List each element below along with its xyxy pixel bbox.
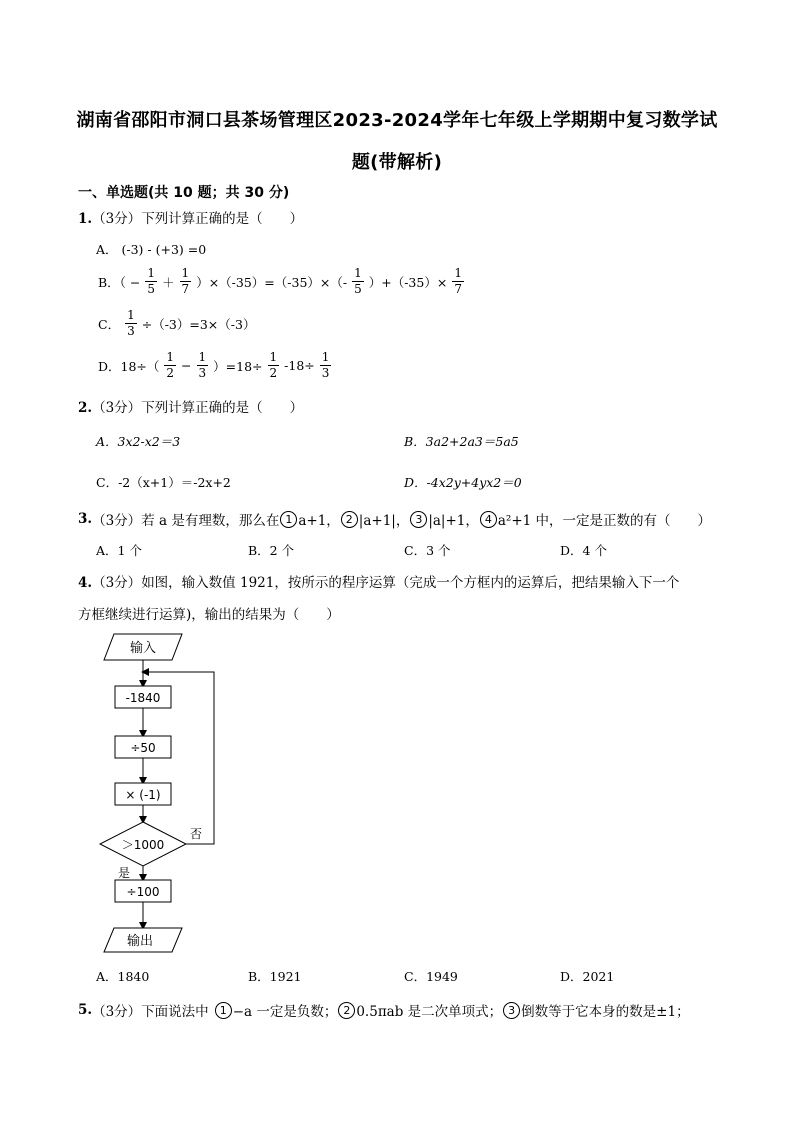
text-fragment: 0.5πab 是二次单项式； <box>356 1004 503 1020</box>
no-label: 否 <box>190 827 203 841</box>
text-fragment: D．18÷（ <box>98 358 160 374</box>
step-label: -1840 <box>125 691 161 705</box>
numerator: 1 <box>147 266 156 280</box>
denominator: 7 <box>181 282 190 296</box>
text-fragment: ）=18÷ <box>213 358 263 374</box>
text-fragment: − <box>181 358 192 373</box>
question-3-stem <box>78 509 711 529</box>
text-fragment: ＋ <box>162 274 175 290</box>
step-label: ÷50 <box>130 741 156 755</box>
q3-option-a: A．1 个 <box>96 543 142 558</box>
q2-option-c: C．-2（x+1）＝-2x+2 <box>96 475 231 490</box>
numerator: 1 <box>166 350 175 364</box>
q4-option-d: D．2021 <box>560 969 615 984</box>
text-fragment: ÷（-3）=3×（-3） <box>141 316 256 332</box>
section-heading: 一、单选题(共 10 题；共 30 分) <box>78 185 290 201</box>
doc-title-line2: 题(带解析) <box>351 152 443 173</box>
fraction <box>197 350 209 381</box>
output-label: 输出 <box>126 934 154 949</box>
q3-option-b: B．2 个 <box>248 543 295 558</box>
question-number: 1. <box>78 211 93 227</box>
fraction <box>180 266 192 297</box>
q4-option-b: B．1921 <box>248 969 302 984</box>
question-number: 3. <box>78 511 93 527</box>
text-fragment: |a|+1， <box>428 513 479 529</box>
q4-option-c: C．1949 <box>404 969 458 984</box>
question-text: 下面说法中 <box>141 1004 209 1020</box>
q3-option-d: D．4 个 <box>560 543 607 558</box>
numerator: 1 <box>181 266 190 280</box>
step-label: ÷100 <box>126 885 160 899</box>
q1-option-d <box>96 350 334 381</box>
q2-option-a: A．3x2-x2＝3 <box>96 434 181 449</box>
text-fragment: B．（ − <box>98 274 141 290</box>
denominator: 2 <box>166 366 175 380</box>
text-fragment: ）×（-35）=（-35）×（- <box>196 274 348 290</box>
denominator: 5 <box>354 282 362 296</box>
fraction <box>352 266 364 297</box>
question-number: 4. <box>78 575 93 591</box>
q2-option-b: B．3a2+2a3＝5a5 <box>404 434 519 449</box>
fraction <box>145 266 157 297</box>
q1-option-c <box>96 308 257 339</box>
question-2-stem <box>78 396 303 416</box>
fraction <box>268 350 280 381</box>
circled-number: 4 <box>480 511 497 528</box>
numerator: 1 <box>269 350 278 364</box>
fraction <box>125 308 137 339</box>
question-1-stem <box>78 207 303 227</box>
question-score: （3分） <box>92 211 142 227</box>
flowchart <box>90 630 230 960</box>
doc-title-line1: 湖南省邵阳市洞口县茶场管理区2023-2024学年七年级上学期期中复习数学试 <box>76 110 718 131</box>
question-score: （3分） <box>92 513 142 529</box>
question-score: （3分） <box>92 575 142 591</box>
circled-number: 2 <box>338 1002 355 1019</box>
question-text: 如图，输入数值 1921，按所示的程序运算（完成一个方框内的运算后，把结果输入下一个 <box>141 575 680 591</box>
yes-label: 是 <box>118 866 131 880</box>
question-5-stem <box>78 1000 690 1020</box>
text-fragment: a²+1 中，一定是正数的有（ ） <box>497 513 712 529</box>
q4-option-a: A．1840 <box>96 969 150 984</box>
question-text: 下列计算正确的是（ ） <box>141 211 304 227</box>
numerator: 1 <box>321 350 330 364</box>
fraction <box>320 350 332 381</box>
text-fragment: −a 一定是负数； <box>232 1004 338 1020</box>
text-fragment: C． <box>98 316 121 332</box>
denominator: 3 <box>198 366 207 380</box>
numerator: 1 <box>354 266 362 280</box>
step-label: × (-1) <box>125 788 161 802</box>
denominator: 3 <box>321 366 330 380</box>
q1-option-b <box>96 266 467 297</box>
text-fragment: -18÷ <box>284 358 315 373</box>
circled-number: 1 <box>280 511 297 528</box>
numerator: 1 <box>127 308 135 322</box>
condition-label: ＞1000 <box>121 838 165 852</box>
circled-number: 1 <box>215 1002 232 1019</box>
question-number: 2. <box>78 400 93 416</box>
q2-option-d: D．-4x2y+4yx2＝0 <box>404 475 522 490</box>
question-score: （3分） <box>92 400 142 416</box>
circled-number: 2 <box>341 511 358 528</box>
denominator: 5 <box>147 282 156 296</box>
question-text: 若 a 是有理数，那么在 <box>141 513 280 529</box>
denominator: 3 <box>127 324 135 338</box>
question-4-stem <box>78 571 679 591</box>
text-fragment: a+1， <box>298 513 340 529</box>
circled-number: 3 <box>503 1002 520 1019</box>
fraction <box>452 266 464 297</box>
q1-option-a: A． (-3) - (+3) =0 <box>96 242 207 257</box>
text-fragment: 倒数等于它本身的数是±1； <box>521 1004 690 1020</box>
text-fragment: ）+（-35）× <box>368 274 448 290</box>
circled-number: 3 <box>410 511 427 528</box>
denominator: 2 <box>269 366 278 380</box>
fraction <box>164 350 176 381</box>
question-number: 5. <box>78 1002 93 1018</box>
question-4-stem-line2: 方框继续进行运算)，输出的结果为（ ） <box>78 607 340 623</box>
question-text: 下列计算正确的是（ ） <box>141 400 304 416</box>
denominator: 7 <box>454 282 462 296</box>
text-fragment: |a+1|， <box>358 513 410 529</box>
numerator: 1 <box>454 266 462 280</box>
input-label: 输入 <box>129 641 157 656</box>
q3-option-c: C．3 个 <box>404 543 451 558</box>
question-score: （3分） <box>92 1004 142 1020</box>
numerator: 1 <box>198 350 207 364</box>
